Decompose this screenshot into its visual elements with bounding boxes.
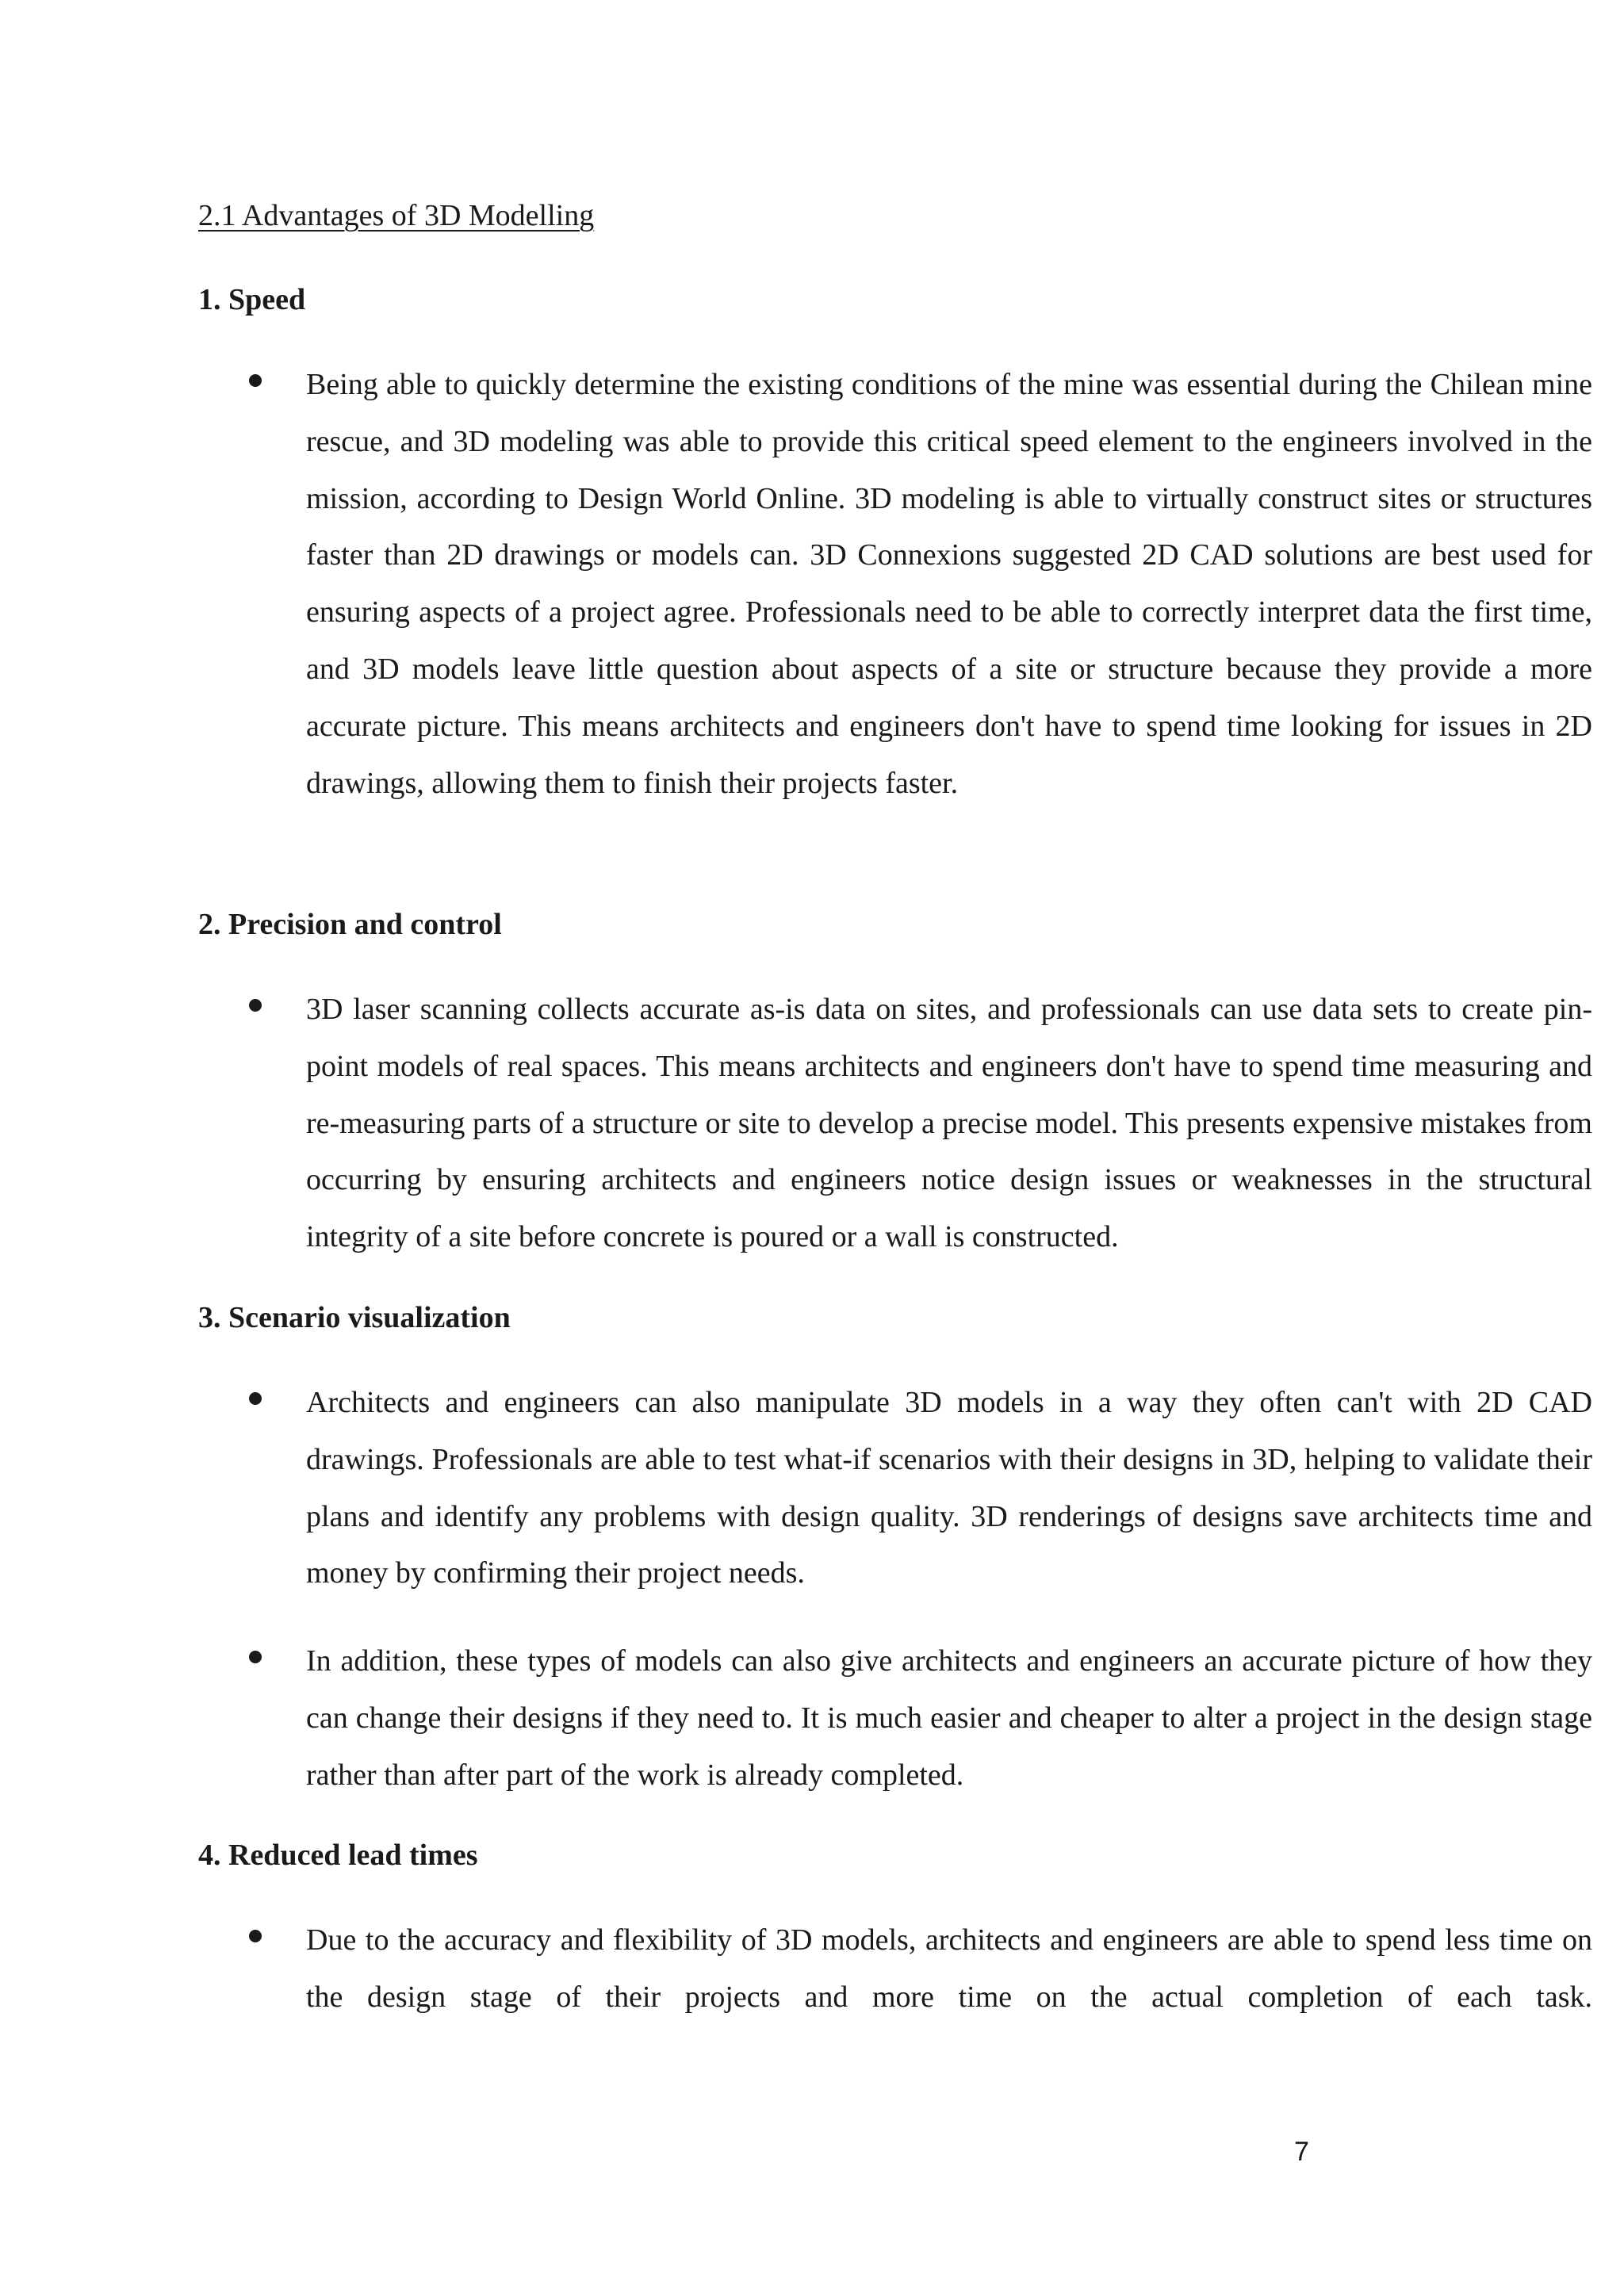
heading-speed: 1. Speed: [198, 283, 306, 316]
section-title: 2.1 Advantages of 3D Modelling: [198, 199, 595, 232]
bullet-icon: [249, 1392, 262, 1405]
bullet-text: Architects and engineers can also manipulate 3D models in a way they often can't with 2D CAD drawings. Professionals are able to test what-if scenarios with their designs in 3D, helping to validate their plans and identify any problems with design quality. 3D renderings of designs save architects time and money by confirming their project needs.: [306, 1386, 1592, 1590]
heading-precision-and-control: 2. Precision and control: [198, 908, 502, 941]
bullet-icon: [249, 1651, 262, 1663]
bullet-text: Due to the accuracy and flexibility of 3D models, architects and engineers are able to spend less time on the design stage of their projects and more time on the actual completion of each task.: [306, 1923, 1592, 2014]
bullet-icon: [249, 374, 262, 387]
heading-reduced-lead-times: 4. Reduced lead times: [198, 1839, 478, 1872]
page-number: 7: [1294, 2137, 1309, 2167]
bullet-text: Being able to quickly determine the existing conditions of the mine was essential during the Chilean mine rescue, and 3D modeling was able to provide this critical speed element to the engineers involved in the mission, according to Design World Online. 3D modeling is able to virtually construct sites or structures faster than 2D drawings or models can. 3D Connexions suggested 2D CAD solutions are best used for ensuring aspects of a project agree. Professionals need to be able to correctly interpret data the first time, and 3D models leave little question about aspects of a site or structure because they provide a more accurate picture. This means architects and engineers don't have to spend time looking for issues in 2D drawings, allowing them to finish their projects faster.: [306, 368, 1592, 800]
heading-scenario-visualization: 3. Scenario visualization: [198, 1301, 511, 1334]
bullet-icon: [249, 999, 262, 1012]
bullet-text: In addition, these types of models can also give architects and engineers an accurate picture of how they can change their designs if they need to. It is much easier and cheaper to alter a project in the design stage rather than after part of the work is already completed.: [306, 1644, 1592, 1792]
bullet-text: 3D laser scanning collects accurate as-is data on sites, and professionals can use data sets to create pin-point models of real spaces. This means architects and engineers don't have to spend time measuring and re-measuring parts of a structure or site to develop a precise model. This presents expensive mistakes from occurring by ensuring architects and engineers notice design issues or weaknesses in the structural integrity of a site before concrete is poured or a wall is constructed.: [306, 993, 1592, 1254]
bullet-icon: [249, 1930, 262, 1942]
